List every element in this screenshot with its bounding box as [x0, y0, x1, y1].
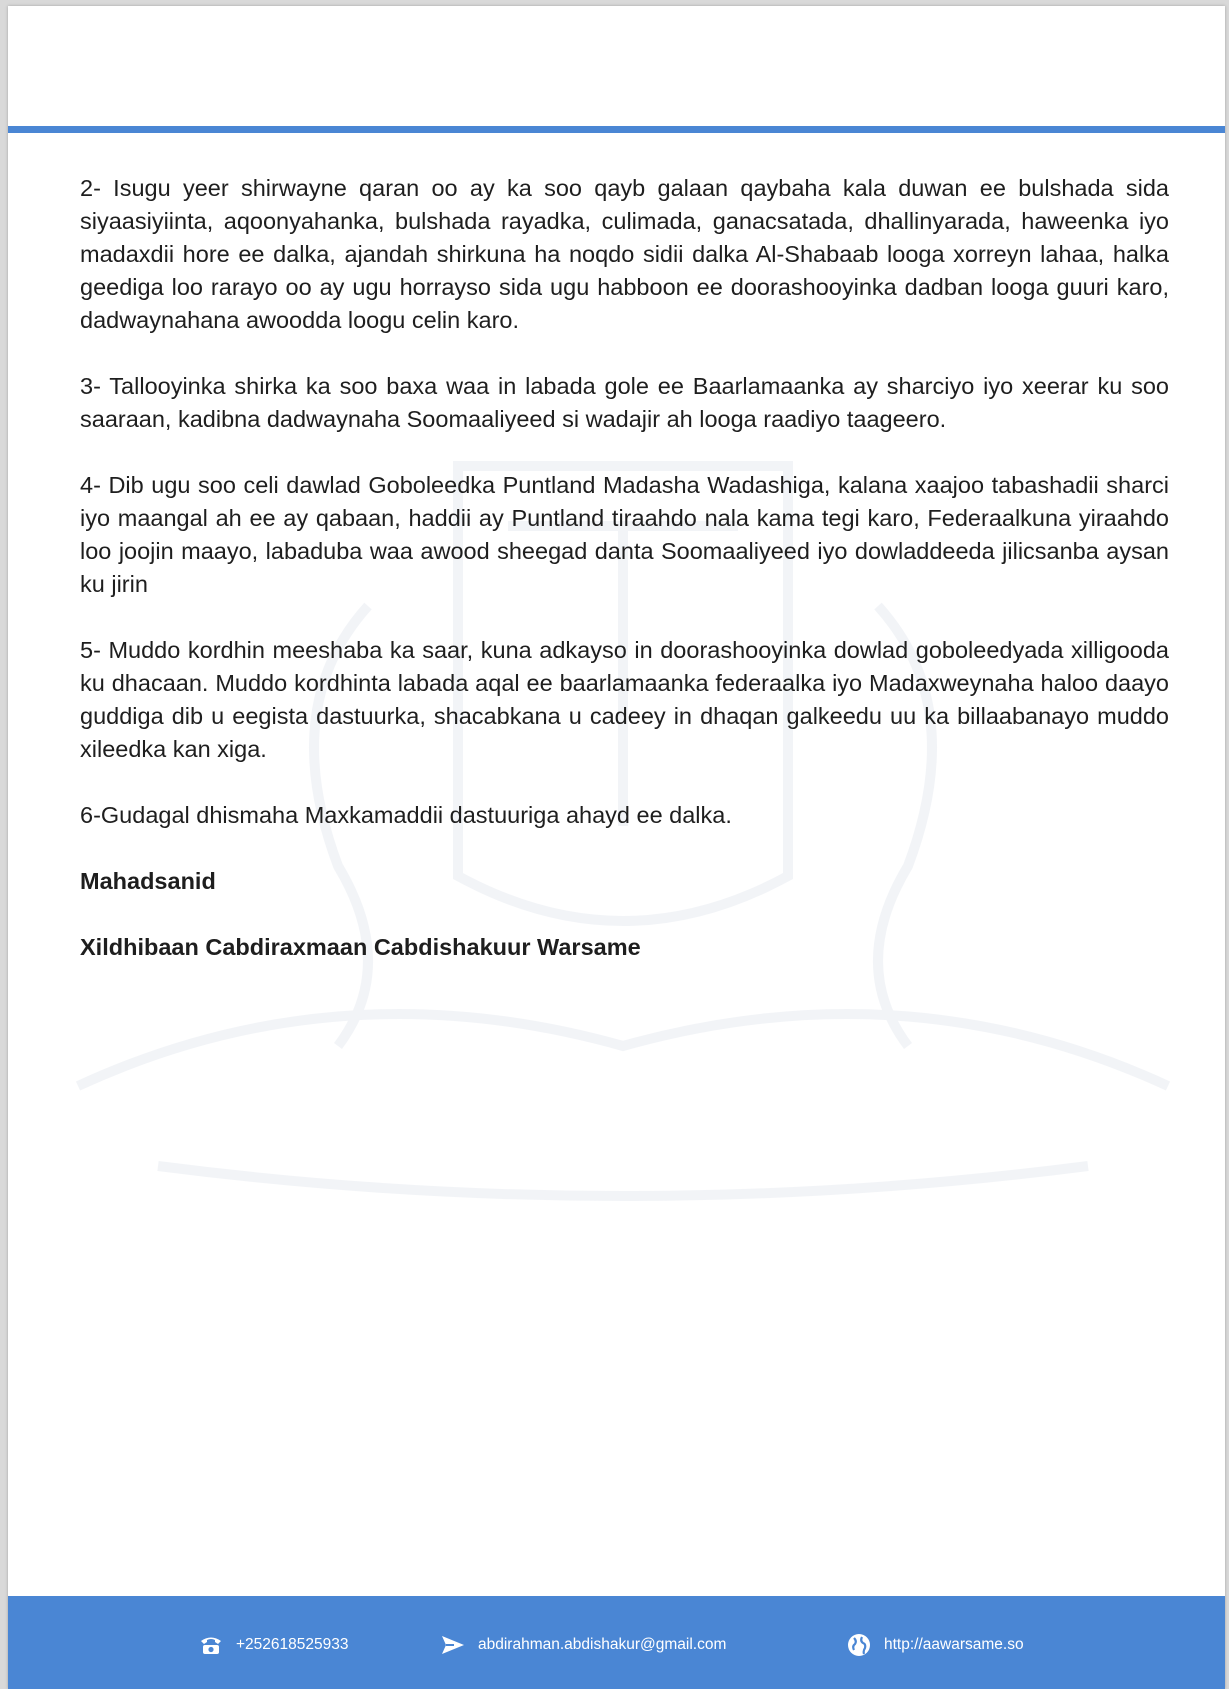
- point-3-paragraph: 3- Tallooyinka shirka ka soo baxa waa in labada gole ee Baarlamaanka ay sharciyo iyo xeerar ku soo saaraan, kadibna dadwaynaha Soomaaliyeed si wadajir ah looga raadiyo taageero.: [80, 373, 1169, 432]
- closing-text: Mahadsanid: [80, 868, 216, 894]
- footer-website[interactable]: [846, 1632, 1024, 1658]
- email-address: abdirahman.abdishakur@gmail.com: [478, 1636, 727, 1653]
- footer-phone[interactable]: [198, 1632, 349, 1658]
- letter-body: [80, 172, 1169, 997]
- point-4-paragraph: 4- Dib ugu soo celi dawlad Goboleedka Puntland Madasha Wadashiga, kalana xaajoo tabashadii sharci iyo maangal ah ee ay qabaan, haddii ay Puntland tiraahdo nala kama tegi karo, Federaalkuna yiraahdo loo joojin maayo, labaduba waa awood sheegad danta Soomaaliyeed iyo dowladdeeda jilicsanba aysan ku jirin: [80, 472, 1169, 597]
- letter-page: [8, 6, 1225, 1689]
- globe-icon: [846, 1632, 872, 1658]
- phone-number: +252618525933: [236, 1636, 349, 1653]
- point-2-paragraph: 2- Isugu yeer shirwayne qaran oo ay ka soo qayb galaan qaybaha kala duwan ee bulshada sida siyaasiyiinta, aqoonyahanka, bulshada rayadka, culimada, ganacsatada, dhallinyarada, haweenka iyo madaxdii hore ee dalka, ajandah shirkuna ha noqdo sidii dalka Al-Shabaab looga xorreyn lahaa, halka geediga loo rarayo oo ay ugu horrayso sida ugu habboon ee doorashooyinka dadban looga guuri karo, dadwaynahana awoodda loogu celin karo.: [80, 175, 1169, 333]
- send-icon: [440, 1632, 466, 1658]
- phone-icon: [198, 1632, 224, 1658]
- contact-footer: [8, 1596, 1225, 1689]
- point-6-paragraph: 6-Gudagal dhismaha Maxkamaddii dastuuriga ahayd ee dalka.: [80, 802, 732, 828]
- footer-email[interactable]: [440, 1632, 726, 1658]
- point-5-paragraph: 5- Muddo kordhin meeshaba ka saar, kuna adkayso in doorashooyinka dowlad goboleedyada xilligooda ku dhacaan. Muddo kordhinta labada aqal ee baarlamaanka federaalka iyo Madaxweynaha haloo daayo guddiga dib u eegista dastuurka, shacabkana u cadeey in dhaqan galkeedu uu ka billaabanayo muddo xileedka kan xiga.: [80, 637, 1169, 762]
- signature-name: Xildhibaan Cabdiraxmaan Cabdishakuur Warsame: [80, 934, 641, 960]
- header-rule: [8, 126, 1225, 133]
- website-url: http://aawarsame.so: [884, 1636, 1024, 1653]
